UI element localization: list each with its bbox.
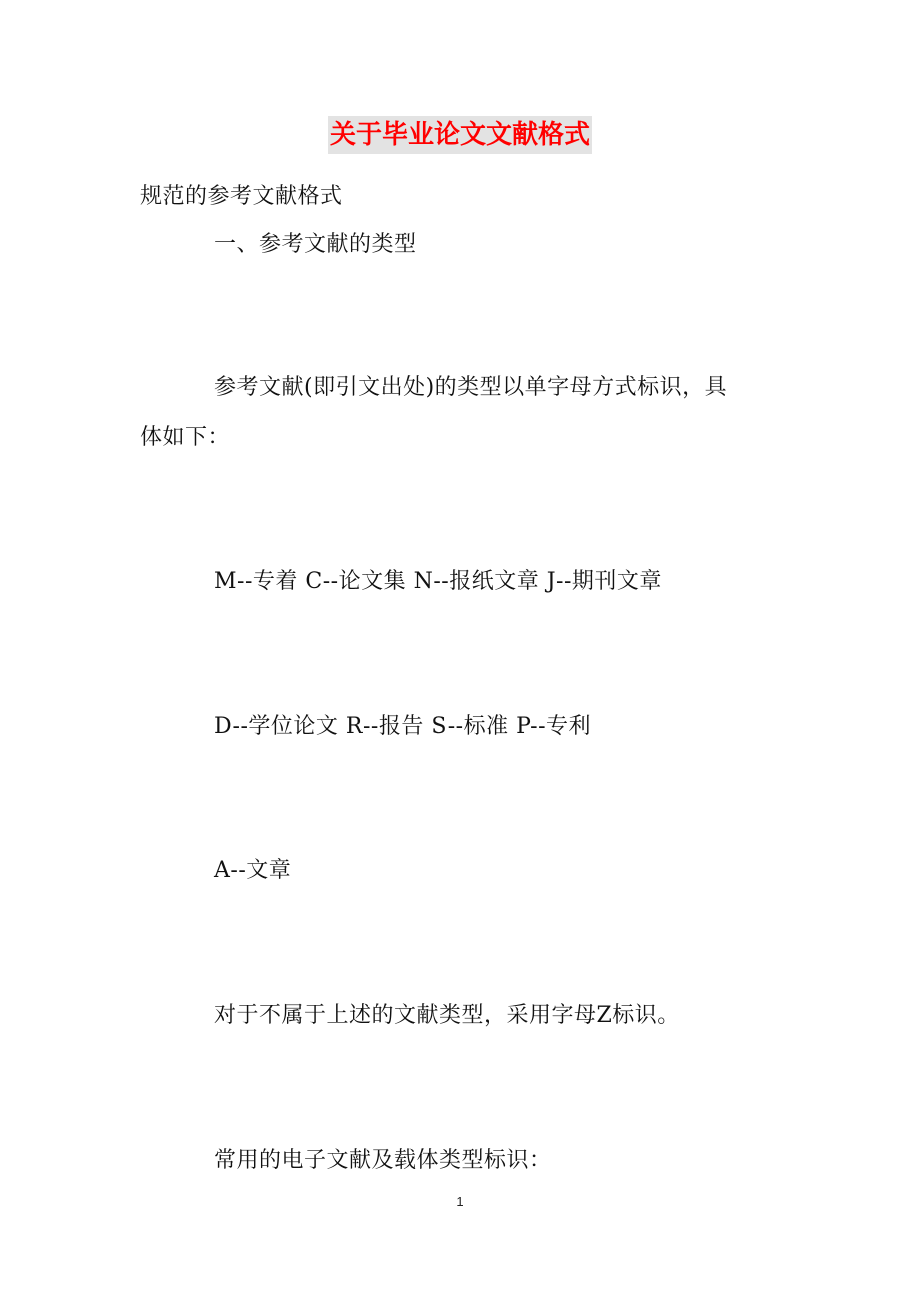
paragraph-other-types: 对于不属于上述的文献类型，采用字母Z标识。 [214,1003,680,1028]
page-number: 1 [456,1194,464,1209]
type-list-line2: D--学位论文 R--报告 S--标准 P--专利 [214,714,592,739]
type-list-line3: A--文章 [214,858,292,883]
paragraph-electronic-types: 常用的电子文献及载体类型标识： [214,1148,552,1173]
paragraph-intro-line1: 参考文献(即引文出处)的类型以单字母方式标识，具 [214,375,728,400]
type-list-line1: M--专着 C--论文集 N--报纸文章 J--期刊文章 [214,569,662,594]
paragraph-subtitle: 规范的参考文献格式 [140,184,343,209]
section-heading: 一、参考文献的类型 [214,232,417,257]
title-container [0,116,920,154]
paragraph-intro-line2: 体如下： [140,425,231,450]
document-title: 关于毕业论文文献格式 [328,116,592,154]
